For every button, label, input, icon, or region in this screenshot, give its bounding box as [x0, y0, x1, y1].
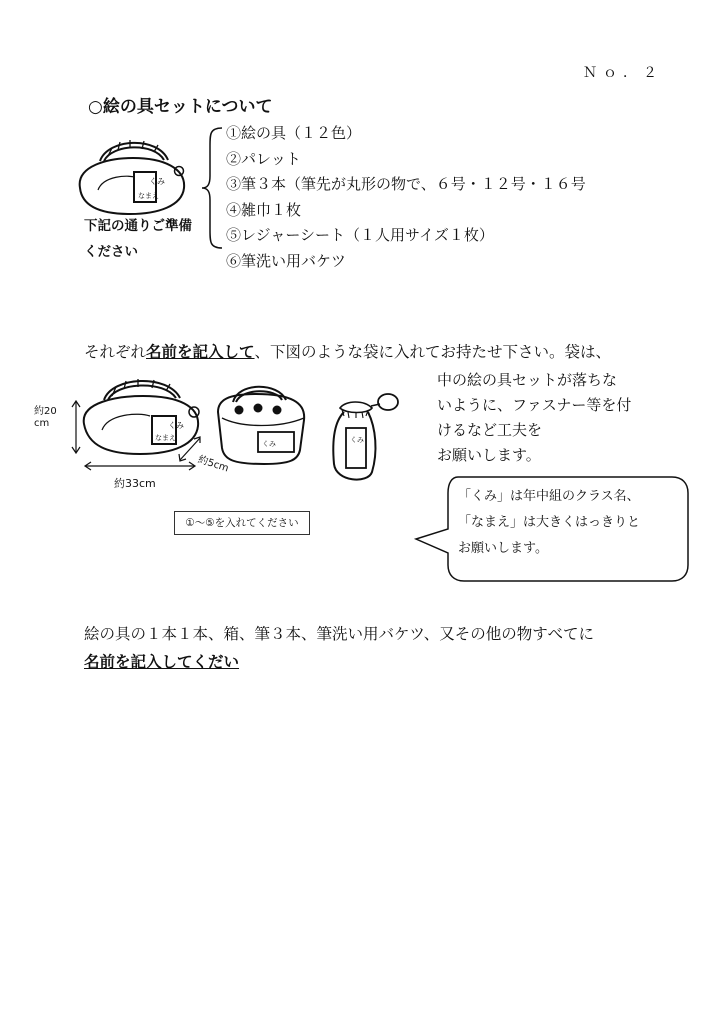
list-item: ①絵の具（１２色） [226, 124, 362, 142]
paragraph-2-line: 絵の具の１本１本、箱、筆３本、筆洗い用バケツ、又その他の物すべてに [84, 625, 594, 643]
bag-side-drawing [218, 387, 304, 464]
paragraph-line: お願いします。 [437, 446, 541, 464]
height-label: 約20cm [34, 406, 57, 429]
bubble-line: 「くみ」は年中組のクラス名、 [458, 489, 640, 504]
bubble-text [458, 484, 640, 562]
paragraph-line: けるなど工夫を [437, 421, 543, 439]
list-item: ⑥筆洗い用バケツ [226, 251, 346, 270]
prep-note-line: ください [84, 244, 138, 260]
kumi-label: くみ [262, 440, 276, 448]
brace [200, 126, 224, 250]
bubble-line: 「なまえ」は大きくはっきりと [458, 515, 641, 530]
section-title: ○絵の具セットについて [88, 97, 273, 117]
paragraph-1 [84, 340, 611, 362]
item-list [226, 121, 586, 274]
paragraph-1-rest: 、下図のような袋に入れてお持たせ下さい。袋は、 [254, 343, 612, 361]
kumi-label: くみ [350, 436, 364, 444]
prep-note-line: 下記の通りご準備 [84, 218, 192, 234]
bag-front-drawing [72, 379, 200, 470]
list-item: ④雑巾１枚 [226, 200, 302, 219]
drawstring-bag-drawing [333, 394, 398, 480]
kumi-label: くみ [168, 421, 184, 430]
paragraph-line: 中の絵の具セットが落ちな [437, 371, 618, 389]
kumi-label: くみ [149, 177, 165, 186]
paint-bag-illustration [68, 128, 198, 218]
list-item: ⑤レジャーシート（１人用サイズ１枚） [226, 226, 494, 244]
paragraph-line: いように、ファスナー等を付 [437, 396, 632, 414]
bag-drawings [28, 372, 418, 497]
depth-label: 約5cm [196, 454, 230, 475]
list-item: ③筆３本（筆先が丸形の物で、６号・１２号・１６号 [226, 175, 586, 193]
width-label: 約33cm [114, 477, 156, 490]
namae-label: なまえ [138, 192, 159, 200]
list-item: ②パレット [226, 149, 301, 168]
bag-instruction-label: ①～⑤を入れてください [174, 511, 310, 535]
paragraph-1-continued [437, 368, 631, 468]
paragraph-2-emphasis: 名前を記入してくだい [84, 653, 240, 671]
paragraph-1-emphasis: 名前を記入して [146, 343, 255, 361]
prep-note [84, 213, 192, 265]
paragraph-1-lead: それぞれ [84, 343, 147, 361]
paragraph-2 [84, 620, 594, 676]
page-number: Ｎｏ．２ [583, 65, 663, 81]
namae-label: なまえ [155, 434, 176, 442]
bubble-line: お願いします。 [458, 541, 548, 556]
